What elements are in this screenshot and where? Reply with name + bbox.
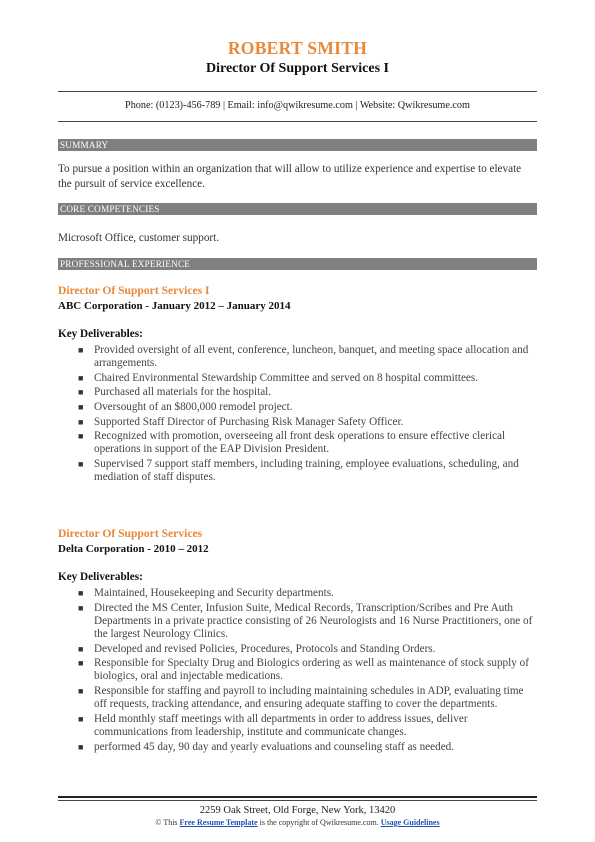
list-item: ■ Chaired Environmental Stewardship Committee and served on 8 hospital committees. xyxy=(78,371,479,384)
list-item: ■ Purchased all materials for the hospital. xyxy=(78,386,272,399)
footer-copyright xyxy=(58,818,537,827)
list-item: ■ Held monthly staff meetings with all departments in order to address issues, deliver communications from leadership, institute and communicate changes. xyxy=(78,712,468,738)
list-item: ■ Developed and revised Policies, Procedures, Protocols and Standing Orders. xyxy=(78,642,436,655)
list-item: ■ Oversought of an $800,000 remodel project. xyxy=(78,400,293,413)
job-2-company: Delta Corporation - 2010 – 2012 xyxy=(58,543,209,555)
bullet-icon: ■ xyxy=(78,416,84,427)
competencies-text: Microsoft Office, customer support. xyxy=(58,232,220,244)
bullet-icon: ■ xyxy=(78,431,84,442)
job-1-company: ABC Corporation - January 2012 – January 2014 xyxy=(58,300,291,312)
list-item: ■ Provided oversight of all event, conference, luncheon, banquet, and meeting space allocation and arrangements. xyxy=(78,344,529,370)
candidate-title: Director Of Support Services I xyxy=(205,61,389,76)
competencies-heading: CORE COMPETENCIES xyxy=(58,203,537,215)
bullet-icon: ■ xyxy=(78,401,84,412)
bullet-icon: ■ xyxy=(78,643,84,654)
bullet-icon: ■ xyxy=(78,345,84,355)
bullet-icon: ■ xyxy=(78,658,84,669)
list-item: ■ Maintained, Housekeeping and Security departments. xyxy=(78,587,334,599)
list-item: ■ Supported Staff Director of Purchasing Risk Manager Safety Officer. xyxy=(78,415,404,428)
footer-address: 2259 Oak Street, Old Forge, New York, 13420 xyxy=(199,805,396,816)
job-1-title: Director Of Support Services I xyxy=(58,284,210,297)
candidate-name: ROBERT SMITH xyxy=(227,38,368,58)
job-2-title: Director Of Support Services xyxy=(58,527,203,540)
list-item: ■ performed 45 day, 90 day and yearly evaluations and counseling staff as needed. xyxy=(78,740,455,753)
job-1-deliverables-label: Key Deliverables: xyxy=(58,328,143,340)
copyright-prefix: © This xyxy=(155,818,178,827)
contact-divider xyxy=(58,121,537,122)
free-resume-template-link[interactable]: Free Resume Template xyxy=(179,818,258,827)
bullet-icon: ■ xyxy=(78,387,84,398)
footer-divider-bottom xyxy=(58,800,537,801)
bullet-icon: ■ xyxy=(78,602,84,613)
job-2-deliverables-label: Key Deliverables: xyxy=(58,571,143,583)
summary-heading: SUMMARY xyxy=(58,139,537,151)
bullet-icon: ■ xyxy=(78,741,84,752)
header-divider xyxy=(58,91,537,92)
experience-heading: PROFESSIONAL EXPERIENCE xyxy=(58,258,537,270)
bullet-icon: ■ xyxy=(78,588,84,598)
contact-line: Phone: (0123)-456-789 | Email: info@qwikresume.com | Website: Qwikresume.com xyxy=(125,100,470,111)
job-2-bullets xyxy=(58,587,537,755)
list-item: ■ Supervised 7 support staff members, including training, employee evaluations, scheduling, and mediation of staff disputes. xyxy=(78,457,519,484)
bullet-icon: ■ xyxy=(78,713,84,724)
bullet-icon: ■ xyxy=(78,372,84,383)
footer-divider-top xyxy=(58,796,537,798)
job-1-bullets xyxy=(58,344,537,486)
bullet-icon: ■ xyxy=(78,458,84,469)
copyright-text: is the copyright of Qwikresume.com. xyxy=(259,818,379,827)
usage-guidelines-link[interactable]: Usage Guidelines xyxy=(380,818,440,827)
bullet-icon: ■ xyxy=(78,685,84,696)
summary-text: To pursue a position within an organization that will allow to utilize experience and expertise to elevate the pursuit of service excellence. xyxy=(58,163,522,190)
list-item: ■ Responsible for Specialty Drug and Biologics ordering as well as maintenance of stock supply of biologics, oral and injectable medications. xyxy=(78,657,529,683)
list-item: ■ Recognized with promotion, overseeing all front desk operations to ensure effective clerical operations in support of the EAP Division President. xyxy=(78,430,506,456)
list-item: ■ Responsible for staffing and payroll to including maintaining schedules in ADP, evaluating time off requests, tracking attendance, and ensuring adequate staffing to cover the departments. xyxy=(78,684,524,711)
list-item: ■ Directed the MS Center, Infusion Suite, Medical Records, Transcription/Scribes and Pre Auth Departments in a private practice consisting of 26 Neurologists and 16 Nurse Practitioners, one of the largest Neurology Clinics. xyxy=(78,601,533,640)
